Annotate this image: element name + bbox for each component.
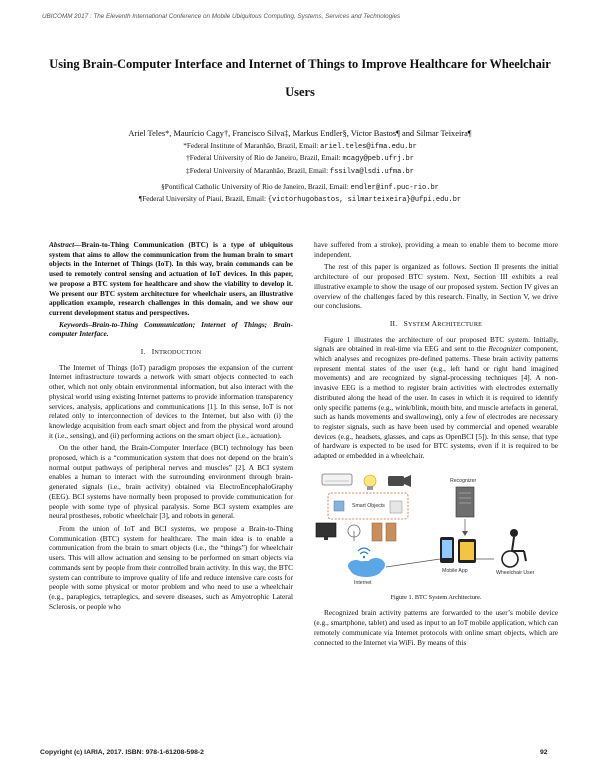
- keywords: [49, 320, 293, 339]
- affiliation-text: †Federal University of Rio de Janeiro, Brazil, Email:: [186, 153, 343, 162]
- affiliation-text: ¶Federal University of Piauí, Brazil, Email:: [138, 194, 268, 203]
- affiliation-1: [40, 141, 560, 152]
- paragraph: [314, 335, 558, 461]
- affiliation-3: [40, 166, 560, 177]
- keywords-label: Keywords: [59, 319, 89, 329]
- right-column: [314, 240, 558, 647]
- section-title-initial: A: [431, 318, 438, 328]
- arrow: [462, 519, 468, 536]
- affiliation-4: [40, 182, 560, 193]
- paragraph: Recognized brain activity patterns are forwarded to the user’s mobile device (e.g., smartphone, tablet) and used as input to an IoT mobile application, which can remotely communicate via Internet protocols with online smart objects, which are connected to the Internet via WiFi. By means of this: [314, 608, 558, 647]
- tablet-icon: [458, 539, 476, 563]
- section-heading-introduction: [49, 347, 293, 358]
- paper-title: Using Brain-Computer Interface and Internet of Things to Improve Healthcare for Wheelchair Users: [49, 57, 551, 99]
- architecture-figure: [314, 471, 558, 589]
- email: {victorhugobastos, silmarteixeira}@ufpi.edu.br: [267, 196, 462, 204]
- figure-label-wheelchair-user: Wheelchair User: [496, 569, 535, 576]
- figure-label-mobile-app: Mobile App: [442, 567, 468, 574]
- wheelchair-user-icon: [502, 529, 526, 567]
- figure-caption: Figure 1. BTC System Architecture.: [390, 593, 482, 601]
- affiliation-2: [40, 153, 560, 164]
- affiliation-5: [40, 194, 560, 205]
- section-title-initial: I: [151, 347, 155, 357]
- wifi-icon: [358, 548, 370, 558]
- cloud-icon: [348, 558, 385, 577]
- lamp-icon: [364, 475, 376, 490]
- author-list: Ariel Teles*, Maurício Cagy†, Francisco Silva‡, Markus Endler§, Victor Bastos¶ and Silmar Teixeira¶: [128, 129, 472, 138]
- fan-icon: [348, 525, 360, 541]
- footer-copyright: Copyright (c) IARIA, 2017. ISBN: 978-1-61208-598-2: [40, 749, 204, 756]
- email: ariel.teles@ifma.edu.br: [320, 143, 417, 151]
- paragraph: On the other hand, the Brain-Computer Interface (BCI) technology has been proposed, which is a “communication system that does not depend on the brain’s normal output pathways of peripheral nerves and muscles” [2]. A BCI system enables a human to interact with the surrounding environment through brain-generated signals (i.e., brain activity) obtained via ElectroEncephaloGraphy (EEG). BCI systems have normally been proposed to provide communication for people with some type of physical paralysis. Some BCI system examples are neural prostheses, robotic wheelchair [3], and robots in general.: [49, 443, 293, 521]
- paragraph: From the union of IoT and BCI systems, we propose a Brain-to-Thing Communication (BTC) system for healthcare. The main idea is to enable a communication from the brain to smart objects (i.e., the “things”) for wheelchair users. This will allow actuation and sensing to be performed on smart objects via commands sent by people from their controlled brain activity. In this way, the BTC system can contribute to improve quality of life and reduce intensive care costs for people with some physical or motor problem and who need to use a wheelchair (e.g., paraplegics, tetraplegics, and severe diseases, such as Amyotrophic Lateral Sclerosis, or people who: [49, 523, 293, 611]
- email: fssilva@lsdi.ufma.br: [329, 168, 414, 176]
- keywords-text: –Brain-to-Thing Communication; Internet of Things; Brain-computer Interface.: [49, 319, 293, 339]
- figure-label-recognizer: Recognizer: [450, 477, 477, 484]
- air-conditioner-icon: [322, 474, 352, 485]
- section-title-rest: NTRODUCTION: [154, 349, 202, 357]
- section-number: I.: [140, 347, 146, 357]
- section-title-initial: S: [403, 318, 408, 328]
- camera-icon: [388, 475, 411, 487]
- figure-label-internet: Internet: [354, 579, 372, 586]
- component-name: Recognizer: [488, 344, 522, 354]
- affiliation-text: *Federal Institute of Maranhão, Brazil, Email:: [183, 141, 321, 150]
- page-number: 92: [540, 749, 548, 756]
- abstract-text: —Brain-to-Thing Communication (BTC) is a type of ubiquitous system that aims to allow the communication from the human brain to smart objects in the Internet of Things (IoT). In this way, brain commands can be used to remotely control sensing and actuation of IoT devices. In this paper, we propose a BTC system for healthcare and show the viability to develop it. We present our BTC system architecture for wheelchair users, an illustrative application example, research challenges in this domain, and we show our current development status and perspectives.: [49, 240, 293, 317]
- paragraph: The Internet of Things (IoT) paradigm proposes the expansion of the current Internet infrastructure towards a network with smart objects connected to each other, which not only obtain environmental information, but also interact with the physical world using existing Internet patterns to provide information transparency services, analysis, applications and communications [1]. In this sense, IoT is not related only to interconnection of devices to the Internet, but also with (i) the knowledge acquisition from each smart object and from the physical word around it (i.e., sensing), and (ii) performing actions on the smart object (i.e., actuation).: [49, 362, 293, 440]
- text-run: component, which analyses and recognizes pre-defined patterns. These brain activity patterns represent mental states of the user (e.g., left hand or right hand imagined movements) and are recognized by signal-processing techniques [4]. A non-invasive EEG is a method to register brain activities with electrodes externally distributed along the head of the user. In cases in which it is required to identify only specific patterns (e.g., wink/blink, mouth bite, and muscle artefacts in general, such as hands movements and swallowing), only a few of electrodes are necessary to register signals, such as have been used by commercial and opened wearable devices (e.g., headsets, glasses, and caps as OpenBCI [5]). In this sense, that type of hardware is expected to be used for BTC systems, even if it is required to be adapted or embedded in a wheelchair.: [314, 344, 559, 461]
- mobile-phone-icon: [440, 537, 454, 563]
- section-heading-system-architecture: [314, 319, 558, 330]
- section-number: II.: [389, 318, 398, 328]
- affiliation-text: §Pontifical Catholic University of Rio de Janeiro, Brazil, Email:: [161, 182, 351, 191]
- email: endler@inf.puc-rio.br: [350, 184, 439, 192]
- paragraph: have suffered from a stroke), providing a mean to enable them to become more independent.: [314, 240, 558, 259]
- text-run: Figure 1 illustrates the architecture of our proposed BTC system. Initially, signals are obtained in real-time via EEG and sent to the: [314, 334, 558, 354]
- section-title-rest: YSTEM: [407, 320, 432, 328]
- abstract-label: Abstract: [49, 240, 75, 249]
- left-column: [49, 240, 293, 611]
- affiliation-text: ‡Federal University of Maranhão, Brazil, Email:: [186, 166, 330, 175]
- server-icon: [456, 487, 474, 517]
- email: mcagy@peb.ufrj.br: [342, 155, 414, 163]
- abstract: [49, 240, 293, 318]
- section-title-rest: RCHITECTURE: [437, 320, 483, 328]
- paragraph: The rest of this paper is organized as follows. Section II presents the initial architecture of our proposed BTC system. Next, Section III exhibits a real illustrative example to show the usage of our proposed system. Section IV gives an overview of the challenges faced by this research. Finally, in Section V, we drive our conclusions.: [314, 262, 558, 311]
- tv-icon: [316, 523, 336, 540]
- arrow: [386, 559, 440, 567]
- figure-label-smart-objects: Smart Objects: [352, 502, 385, 509]
- door-icon: [372, 523, 396, 541]
- running-head: UBICOMM 2017 : The Eleventh International Conference on Mobile Ubiquitous Computing, Systems, Services and Technologies: [42, 13, 401, 20]
